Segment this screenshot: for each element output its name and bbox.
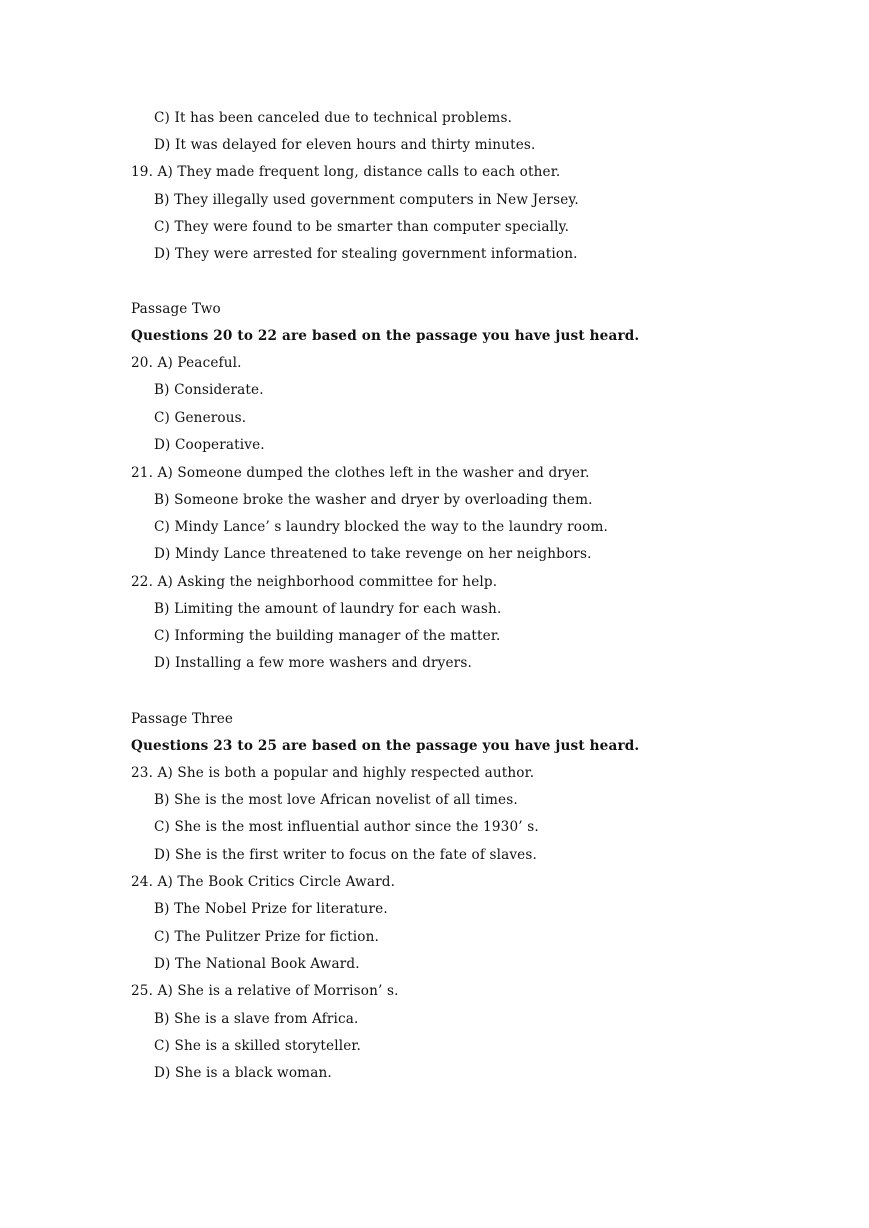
q23-option-b: B) She is the most love African novelist of all times. bbox=[154, 792, 518, 808]
q21-option-b: B) Someone broke the washer and dryer by overloading them. bbox=[154, 492, 593, 508]
q24-option-a: 24. A) The Book Critics Circle Award. bbox=[131, 874, 396, 890]
passage-three-instructions: Questions 23 to 25 are based on the passage you have just heard. bbox=[131, 738, 640, 754]
q21-option-d: D) Mindy Lance threatened to take revenge on her neighbors. bbox=[154, 546, 592, 562]
q18-option-c: C) It has been canceled due to technical problems. bbox=[154, 110, 513, 126]
passage-three-heading: Passage Three bbox=[131, 711, 234, 727]
q21-option-c: C) Mindy Lance’ s laundry blocked the way to the laundry room. bbox=[154, 519, 608, 535]
q25-option-a: 25. A) She is a relative of Morrison’ s. bbox=[131, 983, 399, 999]
q22-option-b: B) Limiting the amount of laundry for each wash. bbox=[154, 601, 502, 617]
q18-option-d: D) It was delayed for eleven hours and thirty minutes. bbox=[154, 137, 536, 153]
q24-option-c: C) The Pulitzer Prize for fiction. bbox=[154, 929, 380, 945]
q21-option-a: 21. A) Someone dumped the clothes left in the washer and dryer. bbox=[131, 465, 590, 481]
q24-option-b: B) The Nobel Prize for literature. bbox=[154, 901, 388, 917]
passage-two-heading: Passage Two bbox=[131, 301, 221, 317]
passage-two-instructions: Questions 20 to 22 are based on the passage you have just heard. bbox=[131, 328, 640, 344]
q22-option-c: C) Informing the building manager of the matter. bbox=[154, 628, 501, 644]
q19-option-c: C) They were found to be smarter than computer specially. bbox=[154, 219, 570, 235]
q19-option-b: B) They illegally used government computers in New Jersey. bbox=[154, 192, 579, 208]
q25-option-d: D) She is a black woman. bbox=[154, 1065, 332, 1081]
q24-option-d: D) The National Book Award. bbox=[154, 956, 360, 972]
q23-option-d: D) She is the first writer to focus on the fate of slaves. bbox=[154, 847, 537, 863]
q20-option-d: D) Cooperative. bbox=[154, 437, 265, 453]
q20-option-a: 20. A) Peaceful. bbox=[131, 355, 242, 371]
q22-option-a: 22. A) Asking the neighborhood committee for help. bbox=[131, 574, 498, 590]
q20-option-b: B) Considerate. bbox=[154, 382, 264, 398]
q23-option-c: C) She is the most influential author since the 1930’ s. bbox=[154, 819, 539, 835]
q19-option-a: 19. A) They made frequent long, distance calls to each other. bbox=[131, 164, 561, 180]
q19-option-d: D) They were arrested for stealing government information. bbox=[154, 246, 578, 262]
q23-option-a: 23. A) She is both a popular and highly respected author. bbox=[131, 765, 535, 781]
q20-option-c: C) Generous. bbox=[154, 410, 247, 426]
q25-option-c: C) She is a skilled storyteller. bbox=[154, 1038, 362, 1054]
q22-option-d: D) Installing a few more washers and dryers. bbox=[154, 655, 472, 671]
q25-option-b: B) She is a slave from Africa. bbox=[154, 1011, 359, 1027]
